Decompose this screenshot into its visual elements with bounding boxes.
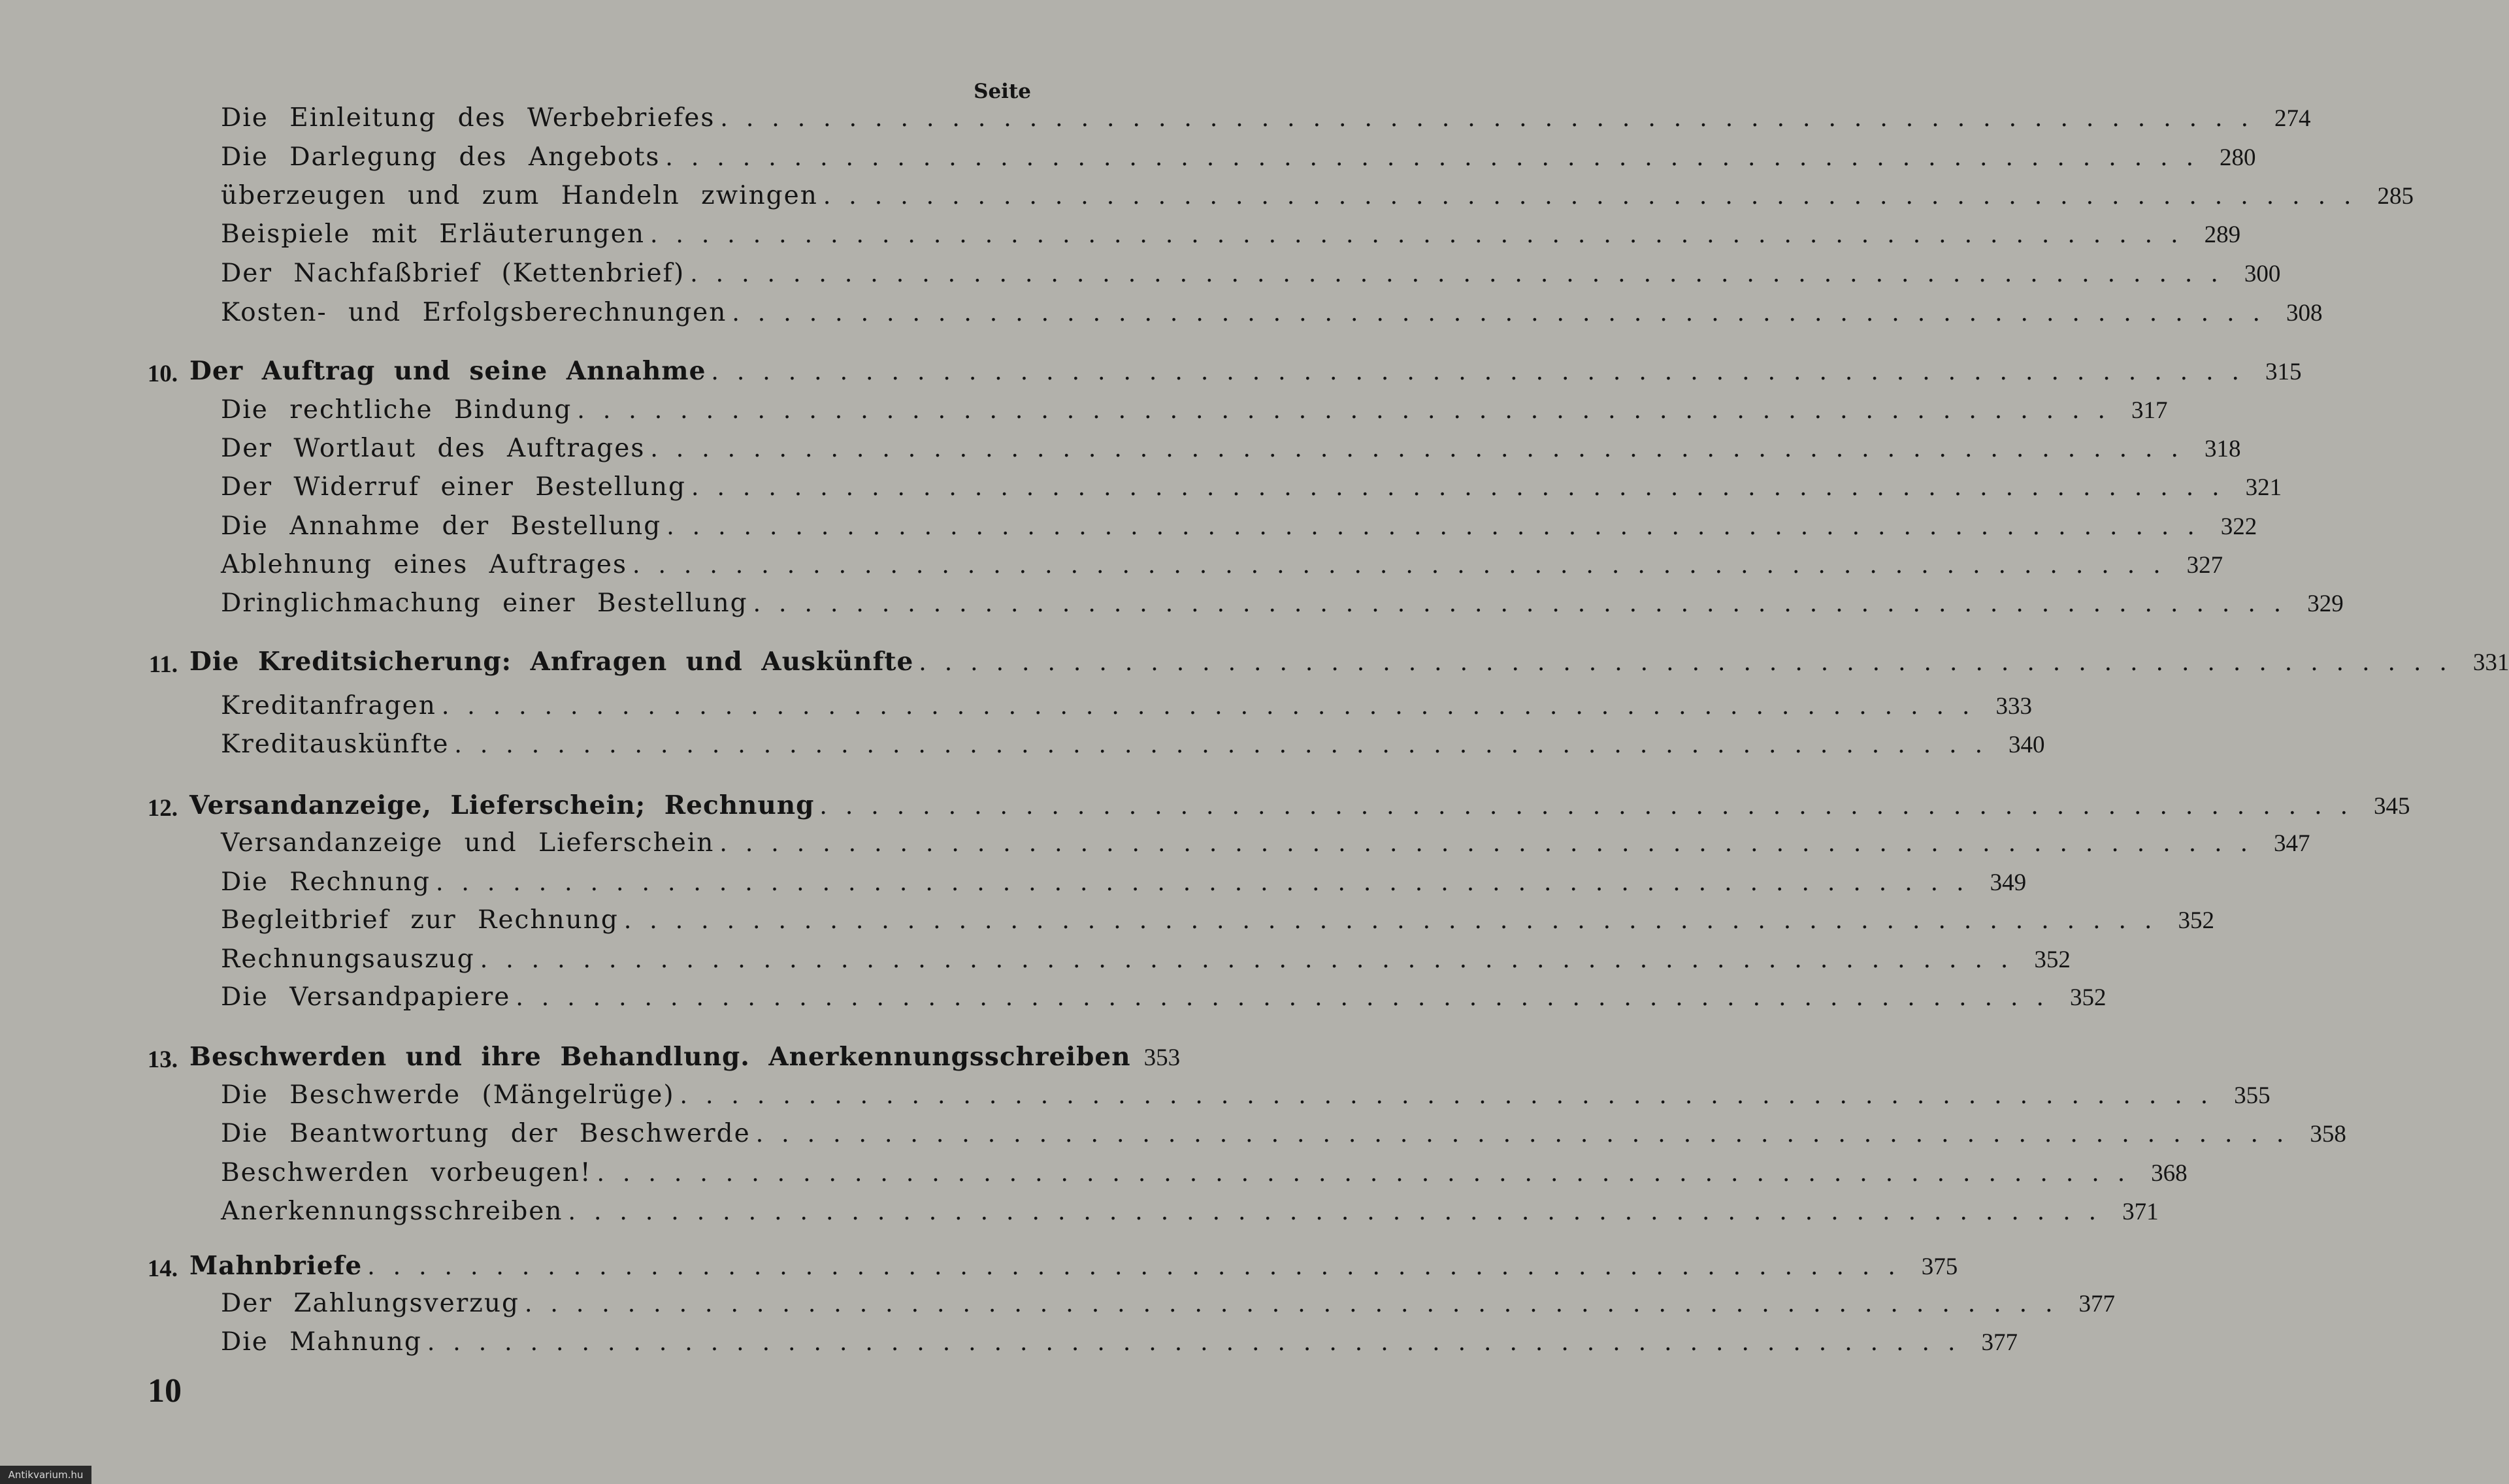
entry-title: Die Annahme der Bestellung — [221, 511, 662, 541]
entry-title: Beispiele mit Erläuterungen — [221, 219, 645, 249]
entry-title: Der Wortlaut des Auftrages — [221, 434, 646, 463]
dot-leader: ............................................................ — [732, 300, 2278, 327]
toc-entry-row — [0, 395, 2168, 432]
page-reference: 327 — [2186, 552, 2223, 579]
toc-line — [221, 1289, 2116, 1325]
page-reference: 317 — [2131, 397, 2168, 424]
toc-entry-row — [0, 982, 2107, 1019]
page-reference: 377 — [2078, 1291, 2116, 1317]
dot-leader: ............................................................ — [649, 221, 2197, 248]
entry-title: überzeugen und zum Handeln zwingen — [221, 181, 818, 210]
toc-entry-row — [0, 259, 2281, 295]
toc-line — [221, 298, 2323, 334]
toc-line — [221, 944, 2071, 981]
toc-line — [221, 434, 2241, 470]
dot-leader: ............................................................ — [666, 513, 2213, 540]
chapter-number: 13. — [147, 1046, 178, 1073]
page-reference: 352 — [2178, 907, 2214, 934]
page-reference: 352 — [2069, 984, 2107, 1011]
entry-title: Die Rechnung — [221, 867, 431, 897]
entry-title: Kosten- und Erfolgsberechnungen — [221, 298, 727, 327]
page-reference: 345 — [2374, 793, 2410, 820]
toc-entry-row — [0, 1080, 2271, 1117]
toc-line — [221, 550, 2223, 587]
toc-line — [221, 181, 2414, 218]
toc-line — [221, 395, 2168, 432]
toc-entry-row — [0, 550, 2223, 587]
dot-leader: ............................................................ — [568, 1199, 2115, 1225]
toc-line — [221, 511, 2257, 548]
chapter-title: Mahnbriefe — [189, 1251, 363, 1281]
dot-leader: ............................................................ — [367, 1253, 1914, 1280]
toc-line — [221, 905, 2214, 942]
toc-line — [221, 691, 2032, 728]
dot-leader: ............................................................ — [690, 261, 2237, 287]
entry-title: Die Einleitung des Werbebriefes — [221, 103, 715, 133]
entry-title: Kreditanfragen — [221, 691, 436, 720]
entry-title: Anerkennungsschreiben — [221, 1197, 563, 1226]
toc-line — [221, 1327, 2018, 1364]
entry-title: Versandanzeige und Lieferschein — [221, 828, 715, 858]
toc-chapter-row — [0, 790, 2410, 827]
dot-leader: ............................................................ — [719, 830, 2267, 857]
chapter-number: 12. — [147, 795, 178, 822]
watermark: Antikvarium.hu — [0, 1466, 91, 1484]
page-reference: 318 — [2204, 436, 2241, 462]
toc-line — [221, 219, 2241, 256]
page-reference: 347 — [2274, 830, 2310, 857]
dot-leader: ............................................................ — [919, 649, 2465, 676]
dot-leader: ............................................................ — [632, 552, 2179, 579]
toc-entry-row — [0, 944, 2071, 981]
toc-entry-row — [0, 1197, 2159, 1233]
toc-chapter-row — [0, 1251, 1958, 1287]
entry-title: Dringlichmachung einer Bestellung — [221, 589, 748, 618]
dot-leader: ............................................................ — [524, 1291, 2071, 1317]
dot-leader: ............................................................ — [720, 105, 2267, 132]
toc-line — [221, 982, 2107, 1019]
page-reference: 300 — [2244, 261, 2281, 287]
page-reference: 333 — [1995, 693, 2032, 720]
dot-leader: ............................................................ — [441, 693, 1988, 720]
page-reference: 329 — [2307, 590, 2344, 617]
chapter-number: 14. — [147, 1255, 178, 1282]
page-reference: 274 — [2274, 105, 2311, 132]
entry-title: Kreditauskünfte — [221, 730, 450, 759]
page-reference: 375 — [1921, 1253, 1958, 1280]
toc-entry-row — [0, 472, 2282, 509]
toc-entry-row — [0, 511, 2257, 548]
entry-title: Der Zahlungsverzug — [221, 1289, 519, 1318]
toc-entry-row — [0, 1327, 2018, 1364]
toc-line — [221, 472, 2282, 509]
dot-leader: ............................................................ — [665, 144, 2212, 171]
toc-entry-row — [0, 730, 2045, 766]
toc-line — [221, 867, 2027, 904]
dot-leader: ............................................................ — [454, 732, 2001, 758]
dot-leader: ............................................................ — [691, 474, 2238, 501]
toc-line — [189, 647, 2509, 683]
toc-entry-row — [0, 219, 2241, 256]
toc-chapter-row — [0, 356, 2302, 393]
page-reference: 315 — [2265, 359, 2302, 385]
toc-line — [221, 1158, 2188, 1195]
page-reference: 353 — [1143, 1044, 1181, 1071]
entry-title: Die Darlegung des Angebots — [221, 142, 661, 172]
toc-line — [189, 356, 2302, 393]
page-reference: 352 — [2034, 946, 2071, 973]
toc-entry-row — [0, 867, 2027, 904]
entry-title: Begleitbrief zur Rechnung — [221, 905, 619, 935]
entry-title: Die Versandpapiere — [221, 982, 511, 1012]
toc-line — [189, 1251, 1958, 1287]
page-column-header: Seite — [974, 80, 1031, 103]
page-reference: 349 — [1990, 869, 2027, 896]
chapter-title: Beschwerden und ihre Behandlung. Anerkennungsschreiben — [189, 1042, 1131, 1072]
page-reference: 289 — [2204, 221, 2241, 248]
entry-title: Der Nachfaßbrief (Kettenbrief) — [221, 259, 685, 288]
page-reference: 340 — [2009, 732, 2045, 758]
toc-entry-row — [0, 103, 2311, 140]
toc-entry-row — [0, 1289, 2116, 1325]
entry-title: Ablehnung eines Auftrages — [221, 550, 628, 579]
toc-entry-row — [0, 434, 2241, 470]
dot-leader: ............................................................ — [711, 359, 2257, 385]
page-reference: 355 — [2234, 1082, 2271, 1109]
dot-leader: ............................................................ — [427, 1329, 1974, 1356]
toc-chapter-row — [0, 647, 2509, 683]
toc-line — [221, 1080, 2271, 1117]
toc-line — [221, 1197, 2159, 1233]
entry-title: Beschwerden vorbeugen! — [221, 1158, 592, 1187]
dot-leader: ............................................................ — [753, 590, 2300, 617]
toc-entry-row — [0, 828, 2310, 865]
toc-line — [221, 142, 2256, 179]
toc-line — [221, 103, 2311, 140]
entry-title: Die Beantwortung der Beschwerde — [221, 1119, 751, 1148]
chapter-title: Der Auftrag und seine Annahme — [189, 356, 706, 386]
dot-leader: ............................................................ — [577, 397, 2124, 424]
toc-entry-row — [0, 142, 2256, 179]
chapter-number: 11. — [148, 651, 178, 678]
entry-title: Die Beschwerde (Mängelrüge) — [221, 1080, 675, 1110]
toc-line — [221, 589, 2344, 625]
toc-entry-row — [0, 905, 2214, 942]
toc-entry-row — [0, 1119, 2346, 1155]
page-reference: 368 — [2151, 1160, 2188, 1187]
entry-title: Die Mahnung — [221, 1327, 422, 1357]
entry-title: Rechnungsauszug — [221, 944, 475, 974]
toc-entry-row — [0, 1158, 2188, 1195]
chapter-title: Versandanzeige, Lieferschein; Rechnung — [189, 790, 815, 820]
entry-title: Der Widerruf einer Bestellung — [221, 472, 686, 502]
page-reference: 377 — [1981, 1329, 2018, 1356]
dot-leader: ............................................................ — [435, 869, 1982, 896]
page-number: 10 — [148, 1372, 182, 1410]
dot-leader: ............................................................ — [623, 907, 2171, 934]
page-reference: 358 — [2310, 1121, 2346, 1148]
dot-leader: ............................................................ — [755, 1121, 2303, 1148]
page-reference: 331 — [2472, 649, 2509, 676]
chapter-title: Die Kreditsicherung: Anfragen und Auskünfte — [189, 647, 914, 677]
page-reference: 280 — [2220, 144, 2256, 171]
dot-leader: ............................................................ — [823, 183, 2370, 210]
toc-chapter-row — [0, 1042, 1181, 1078]
page-reference: 321 — [2245, 474, 2282, 501]
page-reference: 308 — [2286, 300, 2323, 327]
toc-line — [221, 730, 2045, 766]
entry-title: Die rechtliche Bindung — [221, 395, 572, 425]
page-reference: 285 — [2377, 183, 2414, 210]
toc-line — [189, 790, 2410, 827]
dot-leader: ............................................................ — [516, 984, 2062, 1011]
toc-entry-row — [0, 298, 2323, 334]
toc-line — [221, 828, 2310, 865]
toc-entry-row — [0, 691, 2032, 728]
dot-leader: ............................................................ — [680, 1082, 2227, 1109]
chapter-number: 10. — [147, 361, 178, 387]
page-reference: 371 — [2122, 1199, 2159, 1225]
dot-leader: ............................................................ — [597, 1160, 2144, 1187]
toc-line — [221, 259, 2281, 295]
dot-leader: ............................................................ — [650, 436, 2197, 462]
dot-leader: ............................................................ — [819, 793, 2367, 820]
page-reference: 322 — [2220, 513, 2257, 540]
toc-entry-row — [0, 181, 2414, 218]
toc-line — [189, 1042, 1181, 1078]
toc-entry-row — [0, 589, 2344, 625]
toc-line — [221, 1119, 2346, 1155]
dot-leader: ............................................................ — [480, 946, 2027, 973]
